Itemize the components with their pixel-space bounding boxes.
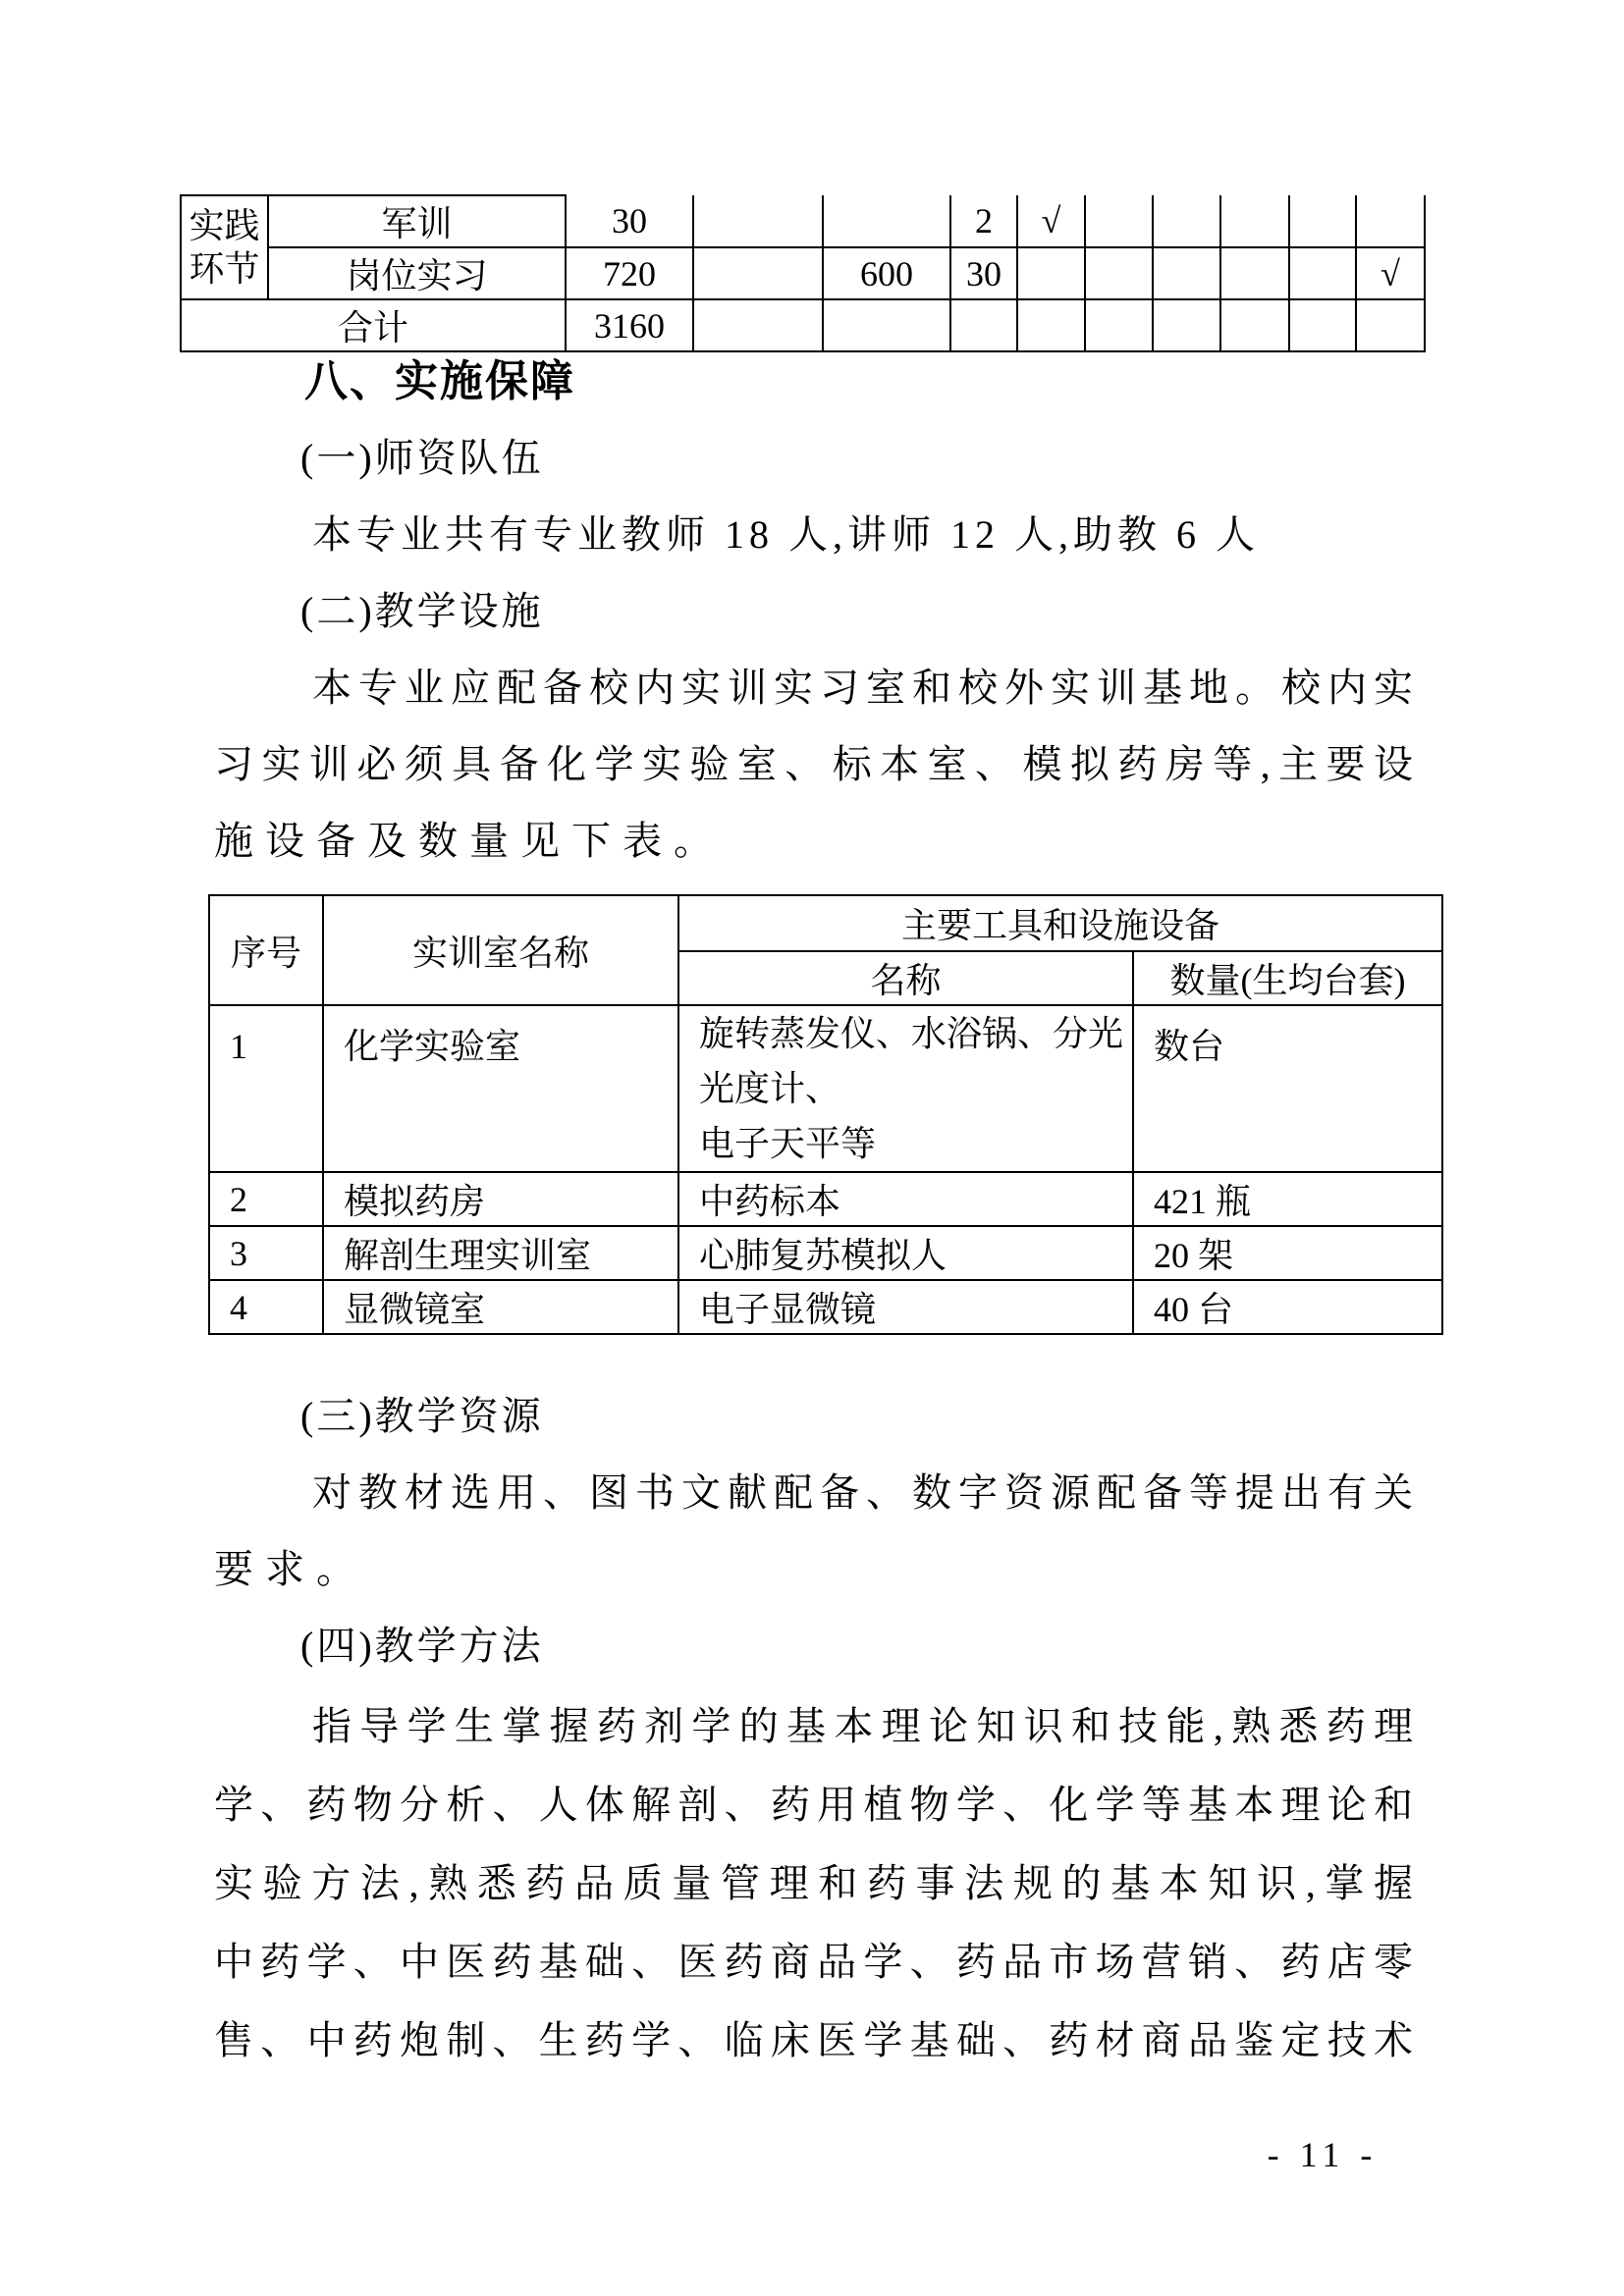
empty-cell — [823, 195, 950, 247]
semester-check-cell — [1289, 195, 1356, 247]
room-name-cell: 模拟药房 — [323, 1172, 678, 1226]
total-hours-cell: 720 — [566, 247, 693, 299]
table-row — [209, 1280, 1442, 1334]
empty-cell — [1017, 299, 1085, 351]
tools-cell: 中药标本 — [678, 1172, 1133, 1226]
empty-cell — [1356, 299, 1425, 351]
room-name-cell: 显微镜室 — [323, 1280, 678, 1334]
tools-cell — [678, 1005, 1133, 1172]
paragraph-line: 本专业应配备校内实训实习室和校外实训基地。校内实 — [312, 666, 1419, 710]
section-heading: 八、实施保障 — [304, 357, 575, 405]
paragraph-line: 学、药物分析、人体解剖、药用植物学、化学等基本理论和 — [214, 1783, 1419, 1827]
teacher-count-line: 本专业共有专业教师 18 人,讲师 12 人,助教 6 人 — [312, 512, 1260, 557]
subsection-title-faculty: (一)师资队伍 — [300, 436, 544, 480]
semester-check-cell — [1085, 247, 1153, 299]
empty-cell — [693, 247, 823, 299]
quantity-cell: 20 架 — [1133, 1226, 1442, 1280]
subsection-title-facilities: (二)教学设施 — [300, 589, 544, 633]
empty-cell — [1085, 299, 1153, 351]
credits-cell: 2 — [950, 195, 1017, 247]
paragraph-line: 实验方法,熟悉药品质量管理和药事法规的基本知识,掌握 — [214, 1861, 1419, 1905]
paragraph-line: 售、中药炮制、生药学、临床医学基础、药材商品鉴定技术 — [214, 2018, 1419, 2062]
header-no: 序号 — [209, 895, 323, 1005]
group-label-line: 环节 — [189, 249, 260, 289]
table-header-row — [209, 895, 1442, 951]
semester-check-cell — [1085, 195, 1153, 247]
semester-check-cell — [1220, 247, 1289, 299]
room-name-cell: 解剖生理实训室 — [323, 1226, 678, 1280]
row-group-header — [181, 195, 268, 299]
page-number: - 11 - — [1267, 2135, 1379, 2174]
facilities-table — [208, 894, 1443, 1335]
quantity-cell: 数台 — [1133, 1005, 1442, 1172]
table-row — [209, 1226, 1442, 1280]
course-name-cell: 岗位实习 — [268, 247, 566, 299]
empty-cell — [1220, 299, 1289, 351]
total-label-cell: 合计 — [181, 299, 566, 351]
empty-cell — [823, 299, 950, 351]
tools-cell: 电子显微镜 — [678, 1280, 1133, 1334]
paragraph-line: 习实训必须具备化学实验室、标本室、模拟药房等,主要设 — [214, 742, 1419, 786]
paragraph-line: 施设备及数量见下表。 — [214, 819, 725, 863]
semester-check-cell — [1289, 247, 1356, 299]
table-row — [209, 1172, 1442, 1226]
semester-check-cell — [1017, 247, 1085, 299]
credits-cell: 30 — [950, 247, 1017, 299]
semester-check-cell — [1220, 195, 1289, 247]
tools-cell: 心肺复苏模拟人 — [678, 1226, 1133, 1280]
table-row — [181, 247, 1425, 299]
row-number-cell: 3 — [209, 1226, 323, 1280]
header-tool-name: 名称 — [678, 951, 1133, 1005]
curriculum-table-continued — [180, 194, 1426, 352]
paragraph-line: 中药学、中医药基础、医药商品学、药品市场营销、药店零 — [214, 1940, 1419, 1984]
empty-cell — [950, 299, 1017, 351]
total-hours-cell: 30 — [566, 195, 693, 247]
room-name-cell: 化学实验室 — [323, 1005, 678, 1172]
paragraph-line: 指导学生掌握药剂学的基本理论知识和技能,熟悉药理 — [312, 1704, 1419, 1748]
semester-check-cell — [1356, 195, 1425, 247]
tools-line: 旋转蒸发仪、水浴锅、分光光度计、 — [699, 1014, 1124, 1108]
row-number-cell: 2 — [209, 1172, 323, 1226]
semester-check-cell — [1153, 195, 1220, 247]
semester-check-cell: √ — [1356, 247, 1425, 299]
group-label-line: 实践 — [189, 206, 260, 245]
table-row — [209, 1005, 1442, 1172]
empty-cell — [1289, 299, 1356, 351]
subsection-title-methods: (四)教学方法 — [300, 1624, 544, 1668]
quantity-cell: 421 瓶 — [1133, 1172, 1442, 1226]
header-room: 实训室名称 — [323, 895, 678, 1005]
row-number-cell: 4 — [209, 1280, 323, 1334]
paragraph-line: 对教材选用、图书文献配备、数字资源配备等提出有关 — [312, 1470, 1419, 1515]
practice-hours-cell: 600 — [823, 247, 950, 299]
semester-check-cell: √ — [1017, 195, 1085, 247]
semester-check-cell — [1153, 247, 1220, 299]
empty-cell — [1153, 299, 1220, 351]
header-quantity: 数量(生均台套) — [1133, 951, 1442, 1005]
course-name-cell: 军训 — [268, 195, 566, 247]
table-row — [181, 195, 1425, 247]
paragraph-line: 要求。 — [214, 1547, 367, 1591]
empty-cell — [693, 195, 823, 247]
tools-line: 电子天平等 — [699, 1124, 877, 1163]
subsection-title-resources: (三)教学资源 — [300, 1394, 544, 1438]
empty-cell — [693, 299, 823, 351]
quantity-cell: 40 台 — [1133, 1280, 1442, 1334]
row-number-cell: 1 — [209, 1005, 323, 1172]
header-tools-group: 主要工具和设施设备 — [678, 895, 1442, 951]
grand-total-cell: 3160 — [566, 299, 693, 351]
